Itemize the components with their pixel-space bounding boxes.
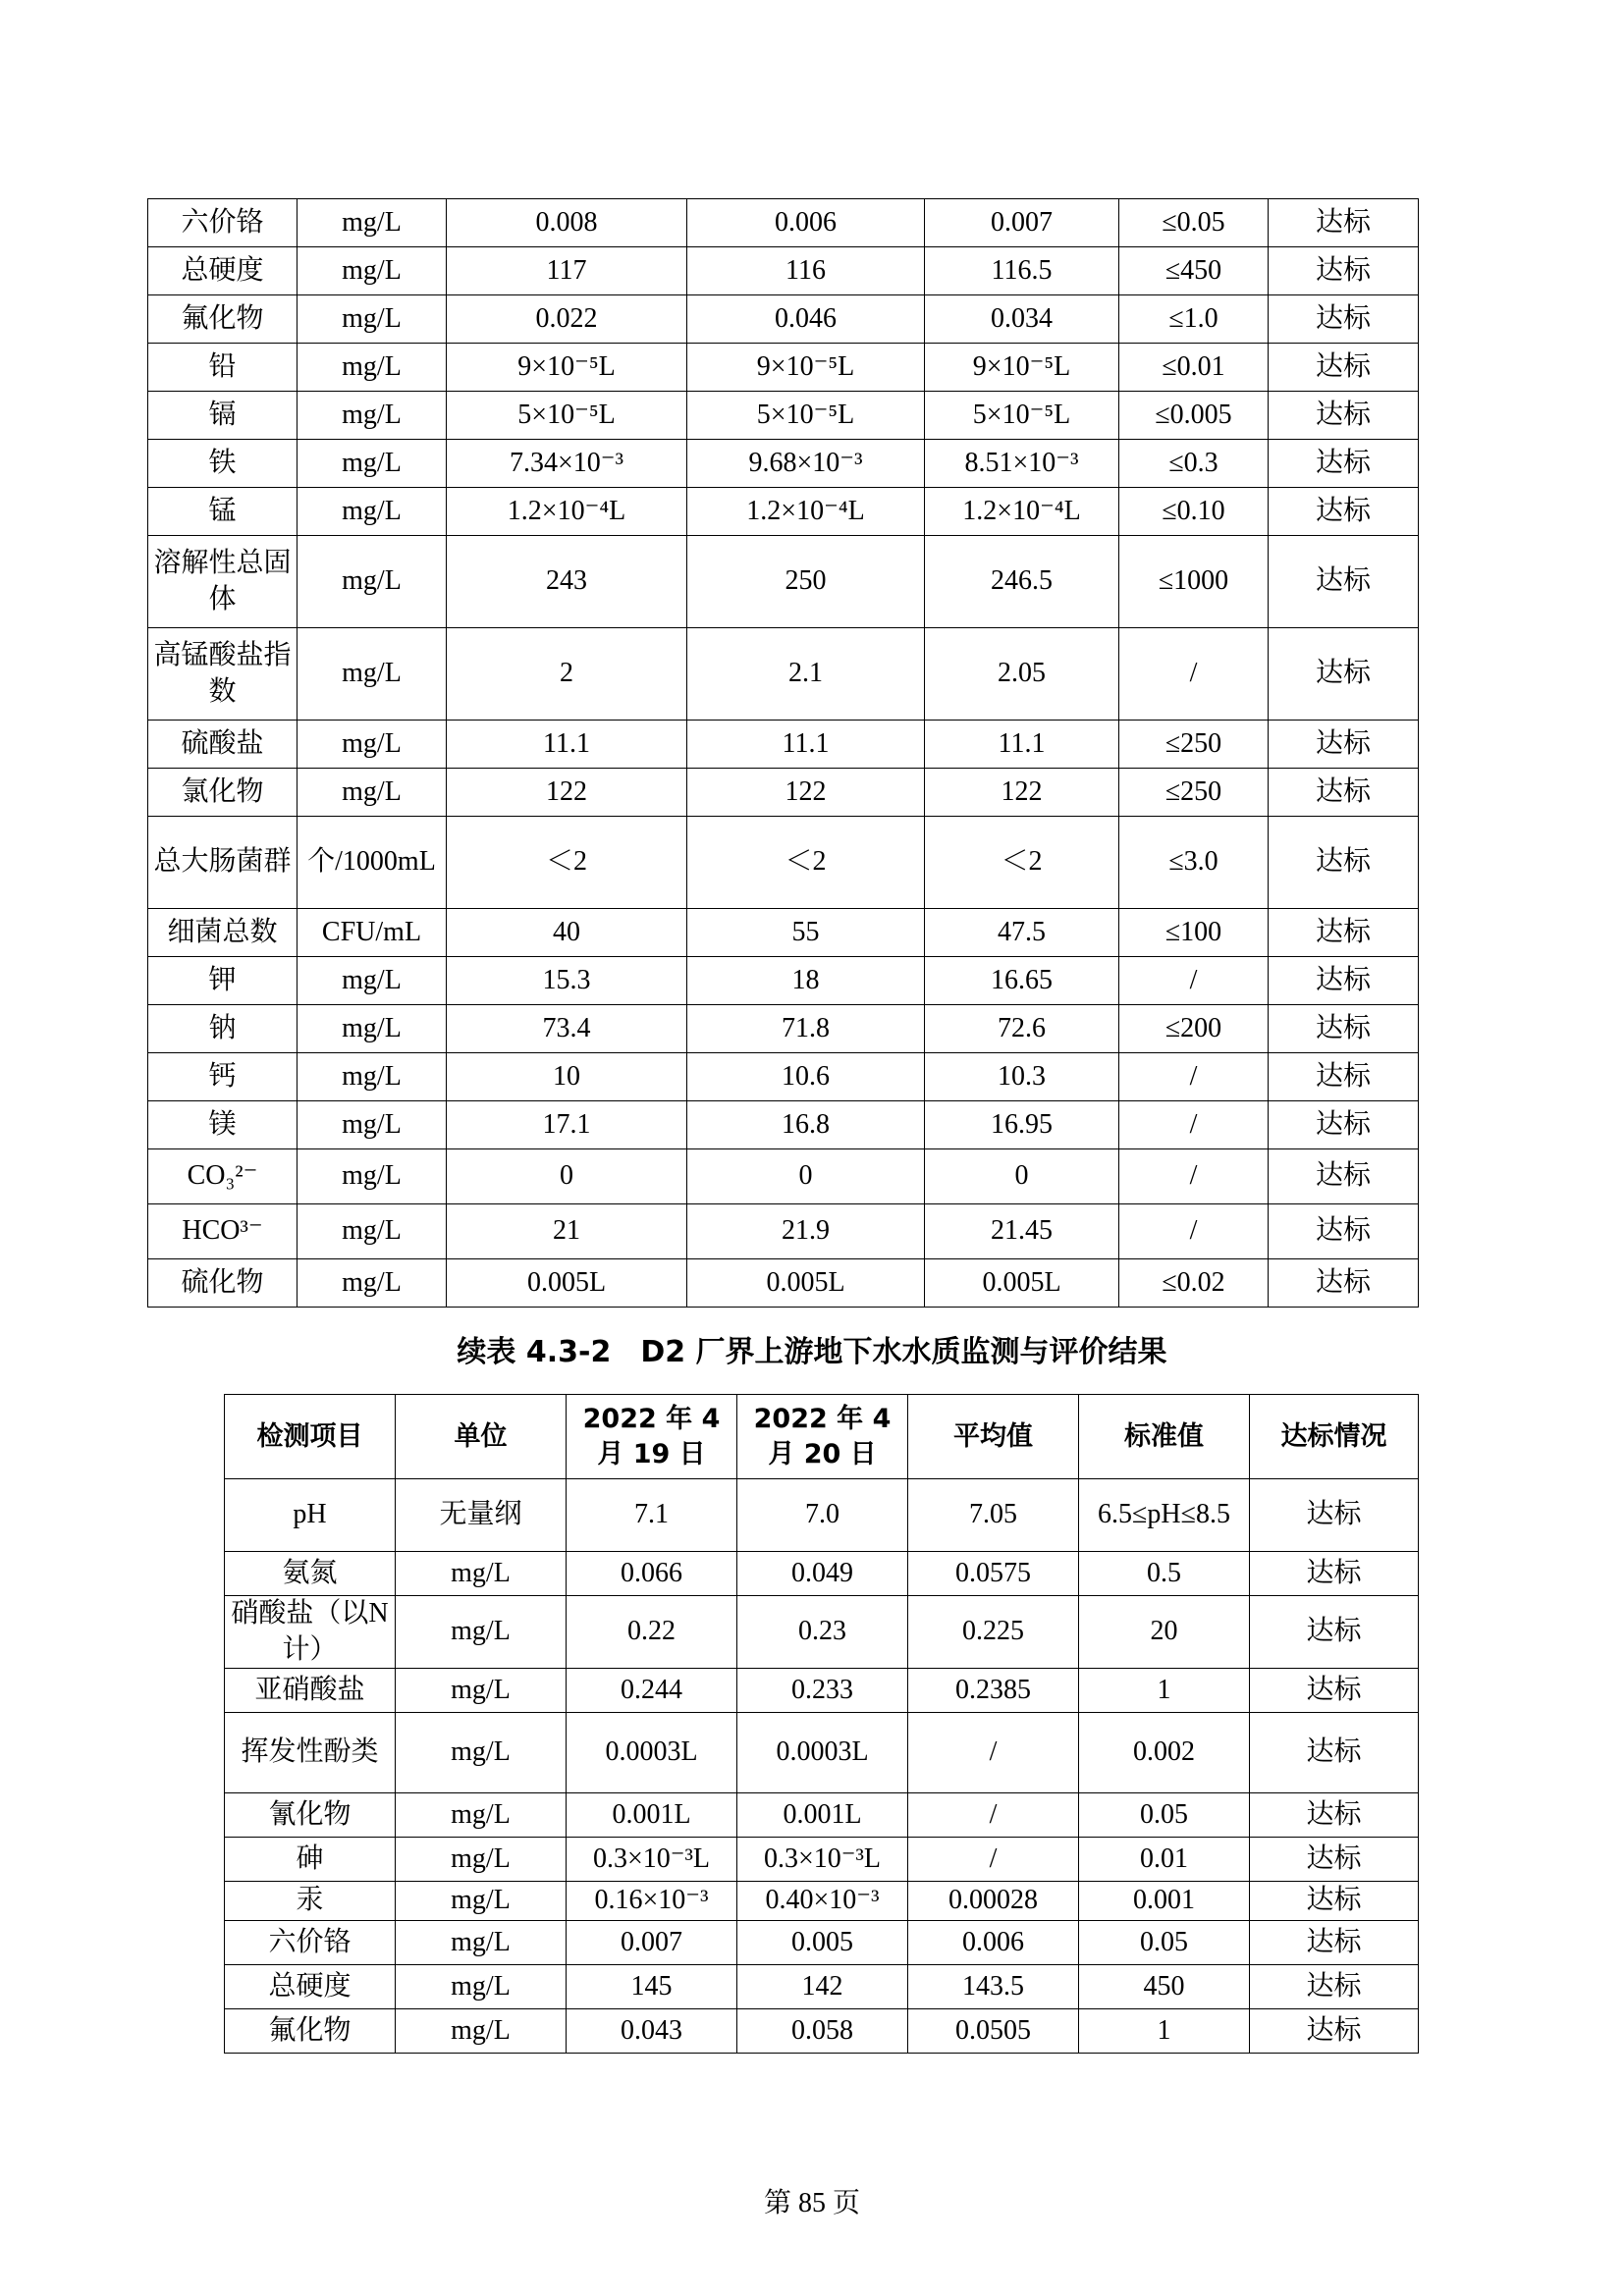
average-cell: 122 (925, 769, 1119, 817)
table-row (148, 344, 1419, 392)
header-item: 检测项目 (225, 1395, 396, 1479)
unit-cell: mg/L (298, 721, 447, 769)
table-caption: 续表 4.3-2 D2 厂界上游地下水水质监测与评价结果 (457, 1335, 1167, 1369)
item-cell: 铁 (148, 440, 298, 488)
standard-cell: 1 (1079, 2009, 1250, 2054)
standard-cell: ≤0.005 (1119, 392, 1269, 440)
unit-cell: mg/L (298, 1259, 447, 1308)
standard-cell: ≤1000 (1119, 536, 1269, 628)
table-row (148, 909, 1419, 957)
average-cell: 11.1 (925, 721, 1119, 769)
status-cell: 达标 (1269, 295, 1419, 344)
item-cell: 钾 (148, 957, 298, 1005)
standard-cell: ≤250 (1119, 721, 1269, 769)
average-cell: 0.005L (925, 1259, 1119, 1308)
table-row (148, 392, 1419, 440)
status-cell: 达标 (1269, 957, 1419, 1005)
item-cell: 细菌总数 (148, 909, 298, 957)
value-1-cell: 0.22 (567, 1596, 737, 1669)
item-cell: 总硬度 (148, 247, 298, 295)
item-cell: 硝酸盐（以N计） (225, 1596, 396, 1669)
item-cell: 氰化物 (225, 1793, 396, 1838)
average-cell: 0.006 (908, 1921, 1079, 1965)
status-cell: 达标 (1269, 440, 1419, 488)
table-row (225, 1669, 1419, 1713)
value-2-cell: 18 (687, 957, 925, 1005)
average-cell: 0.0505 (908, 2009, 1079, 2054)
value-2-cell: 0 (687, 1149, 925, 1204)
status-cell: 达标 (1269, 1204, 1419, 1259)
standard-cell: ≤1.0 (1119, 295, 1269, 344)
item-cell: 亚硝酸盐 (225, 1669, 396, 1713)
status-cell: 达标 (1250, 1965, 1419, 2009)
item-cell: 溶解性总固体 (148, 536, 298, 628)
average-cell: 72.6 (925, 1005, 1119, 1053)
standard-cell: ≤0.02 (1119, 1259, 1269, 1308)
average-cell: 0.225 (908, 1596, 1079, 1669)
unit-cell: mg/L (298, 1204, 447, 1259)
status-cell: 达标 (1269, 247, 1419, 295)
unit-cell: mg/L (298, 392, 447, 440)
status-cell: 达标 (1269, 488, 1419, 536)
table-row (148, 1101, 1419, 1149)
standard-cell: ≤0.3 (1119, 440, 1269, 488)
table-row (148, 199, 1419, 247)
table-row (225, 1965, 1419, 2009)
average-cell: 47.5 (925, 909, 1119, 957)
table-row (225, 1713, 1419, 1793)
item-cell: 氟化物 (225, 2009, 396, 2054)
unit-cell: mg/L (298, 1149, 447, 1204)
standard-cell: ≤0.10 (1119, 488, 1269, 536)
unit-cell: mg/L (298, 440, 447, 488)
value-1-cell: 10 (447, 1053, 687, 1101)
value-2-cell: 16.8 (687, 1101, 925, 1149)
header-standard: 标准值 (1079, 1395, 1250, 1479)
status-cell: 达标 (1250, 1552, 1419, 1596)
value-1-cell: 7.34×10⁻³ (447, 440, 687, 488)
value-2-cell: ＜2 (687, 817, 925, 909)
unit-cell: mg/L (298, 247, 447, 295)
standard-cell: 20 (1079, 1596, 1250, 1669)
continued-results-table (147, 198, 1419, 1308)
average-cell: 1.2×10⁻⁴L (925, 488, 1119, 536)
value-2-cell: 5×10⁻⁵L (687, 392, 925, 440)
table-row (225, 1596, 1419, 1669)
header-date-1: 2022 年 4 月 19 日 (567, 1395, 737, 1479)
item-cell: 铅 (148, 344, 298, 392)
standard-cell: ≤100 (1119, 909, 1269, 957)
item-cell: 钙 (148, 1053, 298, 1101)
value-2-cell: 0.005 (737, 1921, 908, 1965)
value-2-cell: 0.006 (687, 199, 925, 247)
table-row (148, 488, 1419, 536)
average-cell: ＜2 (925, 817, 1119, 909)
value-1-cell: 0.3×10⁻³L (567, 1838, 737, 1882)
standard-cell: 1 (1079, 1669, 1250, 1713)
status-cell: 达标 (1269, 1149, 1419, 1204)
table-row (225, 1552, 1419, 1596)
unit-cell: mg/L (298, 344, 447, 392)
status-cell: 达标 (1269, 1259, 1419, 1308)
standard-cell: / (1119, 1053, 1269, 1101)
table-row (225, 1793, 1419, 1838)
value-1-cell: 243 (447, 536, 687, 628)
unit-cell: mg/L (396, 1669, 567, 1713)
average-cell: 5×10⁻⁵L (925, 392, 1119, 440)
standard-cell: / (1119, 1101, 1269, 1149)
table-row (225, 1838, 1419, 1882)
value-1-cell: 15.3 (447, 957, 687, 1005)
unit-cell: mg/L (396, 1596, 567, 1669)
value-2-cell: 0.23 (737, 1596, 908, 1669)
value-2-cell: 7.0 (737, 1479, 908, 1552)
item-cell: 硫酸盐 (148, 721, 298, 769)
unit-cell: mg/L (396, 1965, 567, 2009)
value-2-cell: 2.1 (687, 628, 925, 721)
standard-cell: ≤0.05 (1119, 199, 1269, 247)
table-row (225, 1921, 1419, 1965)
value-2-cell: 0.058 (737, 2009, 908, 2054)
item-cell: HCO³⁻ (148, 1204, 298, 1259)
average-cell: 16.95 (925, 1101, 1119, 1149)
average-cell: 2.05 (925, 628, 1119, 721)
d2-upstream-groundwater-table (224, 1394, 1419, 2054)
header-average: 平均值 (908, 1395, 1079, 1479)
standard-cell: ≤3.0 (1119, 817, 1269, 909)
item-cell: 总大肠菌群 (148, 817, 298, 909)
value-1-cell: 117 (447, 247, 687, 295)
value-1-cell: 0.001L (567, 1793, 737, 1838)
standard-cell: / (1119, 628, 1269, 721)
value-1-cell: 145 (567, 1965, 737, 2009)
item-cell: 锰 (148, 488, 298, 536)
table-row (148, 628, 1419, 721)
average-cell: 0 (925, 1149, 1119, 1204)
value-1-cell: 1.2×10⁻⁴L (447, 488, 687, 536)
status-cell: 达标 (1269, 536, 1419, 628)
value-2-cell: 21.9 (687, 1204, 925, 1259)
status-cell: 达标 (1269, 1053, 1419, 1101)
value-2-cell: 0.3×10⁻³L (737, 1838, 908, 1882)
status-cell: 达标 (1250, 2009, 1419, 2054)
value-1-cell: 0.0003L (567, 1713, 737, 1793)
value-1-cell: 21 (447, 1204, 687, 1259)
standard-cell: 0.5 (1079, 1552, 1250, 1596)
average-cell: 143.5 (908, 1965, 1079, 2009)
average-cell: / (908, 1713, 1079, 1793)
unit-cell: mg/L (298, 628, 447, 721)
table-row (148, 440, 1419, 488)
status-cell: 达标 (1250, 1596, 1419, 1669)
standard-cell: ≤0.01 (1119, 344, 1269, 392)
item-cell: 氨氮 (225, 1552, 396, 1596)
average-cell: 10.3 (925, 1053, 1119, 1101)
item-cell: 硫化物 (148, 1259, 298, 1308)
unit-cell: mg/L (396, 1793, 567, 1838)
table-row (148, 817, 1419, 909)
standard-cell: ≤450 (1119, 247, 1269, 295)
average-cell: 116.5 (925, 247, 1119, 295)
value-2-cell: 0.233 (737, 1669, 908, 1713)
average-cell: 0.00028 (908, 1882, 1079, 1921)
value-1-cell: 0.022 (447, 295, 687, 344)
value-1-cell: 0.16×10⁻³ (567, 1882, 737, 1921)
status-cell: 达标 (1250, 1713, 1419, 1793)
status-cell: 达标 (1250, 1793, 1419, 1838)
standard-cell: 0.05 (1079, 1921, 1250, 1965)
table-row (148, 536, 1419, 628)
table-row (148, 1053, 1419, 1101)
standard-cell: 0.002 (1079, 1713, 1250, 1793)
average-cell: 0.2385 (908, 1669, 1079, 1713)
average-cell: / (908, 1793, 1079, 1838)
standard-cell: 450 (1079, 1965, 1250, 2009)
status-cell: 达标 (1269, 344, 1419, 392)
value-1-cell: 0.043 (567, 2009, 737, 2054)
table-row (148, 957, 1419, 1005)
status-cell: 达标 (1269, 721, 1419, 769)
average-cell: 0.0575 (908, 1552, 1079, 1596)
value-2-cell: 9.68×10⁻³ (687, 440, 925, 488)
header-status: 达标情况 (1250, 1395, 1419, 1479)
average-cell: 16.65 (925, 957, 1119, 1005)
table-row (148, 247, 1419, 295)
standard-cell: 0.05 (1079, 1793, 1250, 1838)
average-cell: 0.034 (925, 295, 1119, 344)
standard-cell: / (1119, 1149, 1269, 1204)
item-cell: pH (225, 1479, 396, 1552)
status-cell: 达标 (1269, 199, 1419, 247)
status-cell: 达标 (1269, 909, 1419, 957)
table-row (225, 1882, 1419, 1921)
item-cell: 六价铬 (148, 199, 298, 247)
value-2-cell: 10.6 (687, 1053, 925, 1101)
item-cell: 钠 (148, 1005, 298, 1053)
status-cell: 达标 (1250, 1882, 1419, 1921)
value-1-cell: 17.1 (447, 1101, 687, 1149)
unit-cell: mg/L (396, 2009, 567, 2054)
unit-cell: mg/L (298, 1005, 447, 1053)
item-cell: 挥发性酚类 (225, 1713, 396, 1793)
table-row (148, 1149, 1419, 1204)
standard-cell: ≤200 (1119, 1005, 1269, 1053)
status-cell: 达标 (1269, 392, 1419, 440)
value-1-cell: ＜2 (447, 817, 687, 909)
unit-cell: mg/L (396, 1838, 567, 1882)
unit-cell: mg/L (396, 1552, 567, 1596)
status-cell: 达标 (1250, 1838, 1419, 1882)
item-cell: 砷 (225, 1838, 396, 1882)
value-2-cell: 11.1 (687, 721, 925, 769)
item-cell: 六价铬 (225, 1921, 396, 1965)
table-row (148, 1204, 1419, 1259)
unit-cell: mg/L (298, 957, 447, 1005)
header-date-2: 2022 年 4 月 20 日 (737, 1395, 908, 1479)
unit-cell: CFU/mL (298, 909, 447, 957)
status-cell: 达标 (1269, 817, 1419, 909)
value-2-cell: 116 (687, 247, 925, 295)
average-cell: 8.51×10⁻³ (925, 440, 1119, 488)
table-row (148, 721, 1419, 769)
standard-cell: / (1119, 957, 1269, 1005)
average-cell: 21.45 (925, 1204, 1119, 1259)
value-1-cell: 0.244 (567, 1669, 737, 1713)
value-2-cell: 142 (737, 1965, 908, 2009)
status-cell: 达标 (1269, 1005, 1419, 1053)
value-2-cell: 55 (687, 909, 925, 957)
average-cell: 0.007 (925, 199, 1119, 247)
table-header-row (225, 1395, 1419, 1479)
standard-cell: 0.01 (1079, 1838, 1250, 1882)
item-cell: 氯化物 (148, 769, 298, 817)
value-2-cell: 250 (687, 536, 925, 628)
average-cell: 7.05 (908, 1479, 1079, 1552)
table-row (148, 769, 1419, 817)
table-row (148, 1005, 1419, 1053)
value-1-cell: 0.005L (447, 1259, 687, 1308)
header-unit: 单位 (396, 1395, 567, 1479)
value-2-cell: 0.001L (737, 1793, 908, 1838)
unit-cell: mg/L (298, 295, 447, 344)
unit-cell: mg/L (298, 199, 447, 247)
table-row (148, 1259, 1419, 1308)
value-2-cell: 0.0003L (737, 1713, 908, 1793)
unit-cell: mg/L (298, 488, 447, 536)
standard-cell: ≤250 (1119, 769, 1269, 817)
value-1-cell: 5×10⁻⁵L (447, 392, 687, 440)
unit-cell: 无量纲 (396, 1479, 567, 1552)
table-row (225, 1479, 1419, 1552)
average-cell: / (908, 1838, 1079, 1882)
value-2-cell: 0.049 (737, 1552, 908, 1596)
average-cell: 246.5 (925, 536, 1119, 628)
unit-cell: mg/L (298, 1053, 447, 1101)
value-1-cell: 0.008 (447, 199, 687, 247)
item-cell: 镁 (148, 1101, 298, 1149)
unit-cell: 个/1000mL (298, 817, 447, 909)
status-cell: 达标 (1269, 628, 1419, 721)
value-2-cell: 1.2×10⁻⁴L (687, 488, 925, 536)
unit-cell: mg/L (396, 1882, 567, 1921)
unit-cell: mg/L (396, 1713, 567, 1793)
item-cell: 高锰酸盐指数 (148, 628, 298, 721)
status-cell: 达标 (1250, 1669, 1419, 1713)
item-cell: 总硬度 (225, 1965, 396, 2009)
item-cell: 镉 (148, 392, 298, 440)
value-1-cell: 0 (447, 1149, 687, 1204)
value-2-cell: 0.40×10⁻³ (737, 1882, 908, 1921)
value-1-cell: 11.1 (447, 721, 687, 769)
unit-cell: mg/L (298, 536, 447, 628)
value-1-cell: 40 (447, 909, 687, 957)
unit-cell: mg/L (298, 769, 447, 817)
value-2-cell: 122 (687, 769, 925, 817)
page-number: 第 85 页 (763, 2188, 860, 2218)
value-1-cell: 2 (447, 628, 687, 721)
status-cell: 达标 (1269, 769, 1419, 817)
average-cell: 9×10⁻⁵L (925, 344, 1119, 392)
standard-cell: 6.5≤pH≤8.5 (1079, 1479, 1250, 1552)
table-row (225, 2009, 1419, 2054)
value-1-cell: 122 (447, 769, 687, 817)
value-2-cell: 71.8 (687, 1005, 925, 1053)
status-cell: 达标 (1269, 1101, 1419, 1149)
value-1-cell: 0.066 (567, 1552, 737, 1596)
item-cell: 氟化物 (148, 295, 298, 344)
standard-cell: / (1119, 1204, 1269, 1259)
item-cell: CO₃²⁻ (148, 1149, 298, 1204)
item-cell: 汞 (225, 1882, 396, 1921)
value-1-cell: 73.4 (447, 1005, 687, 1053)
unit-cell: mg/L (298, 1101, 447, 1149)
table-row (148, 295, 1419, 344)
value-1-cell: 7.1 (567, 1479, 737, 1552)
value-2-cell: 0.005L (687, 1259, 925, 1308)
value-2-cell: 9×10⁻⁵L (687, 344, 925, 392)
value-1-cell: 9×10⁻⁵L (447, 344, 687, 392)
status-cell: 达标 (1250, 1479, 1419, 1552)
unit-cell: mg/L (396, 1921, 567, 1965)
value-2-cell: 0.046 (687, 295, 925, 344)
value-1-cell: 0.007 (567, 1921, 737, 1965)
status-cell: 达标 (1250, 1921, 1419, 1965)
standard-cell: 0.001 (1079, 1882, 1250, 1921)
